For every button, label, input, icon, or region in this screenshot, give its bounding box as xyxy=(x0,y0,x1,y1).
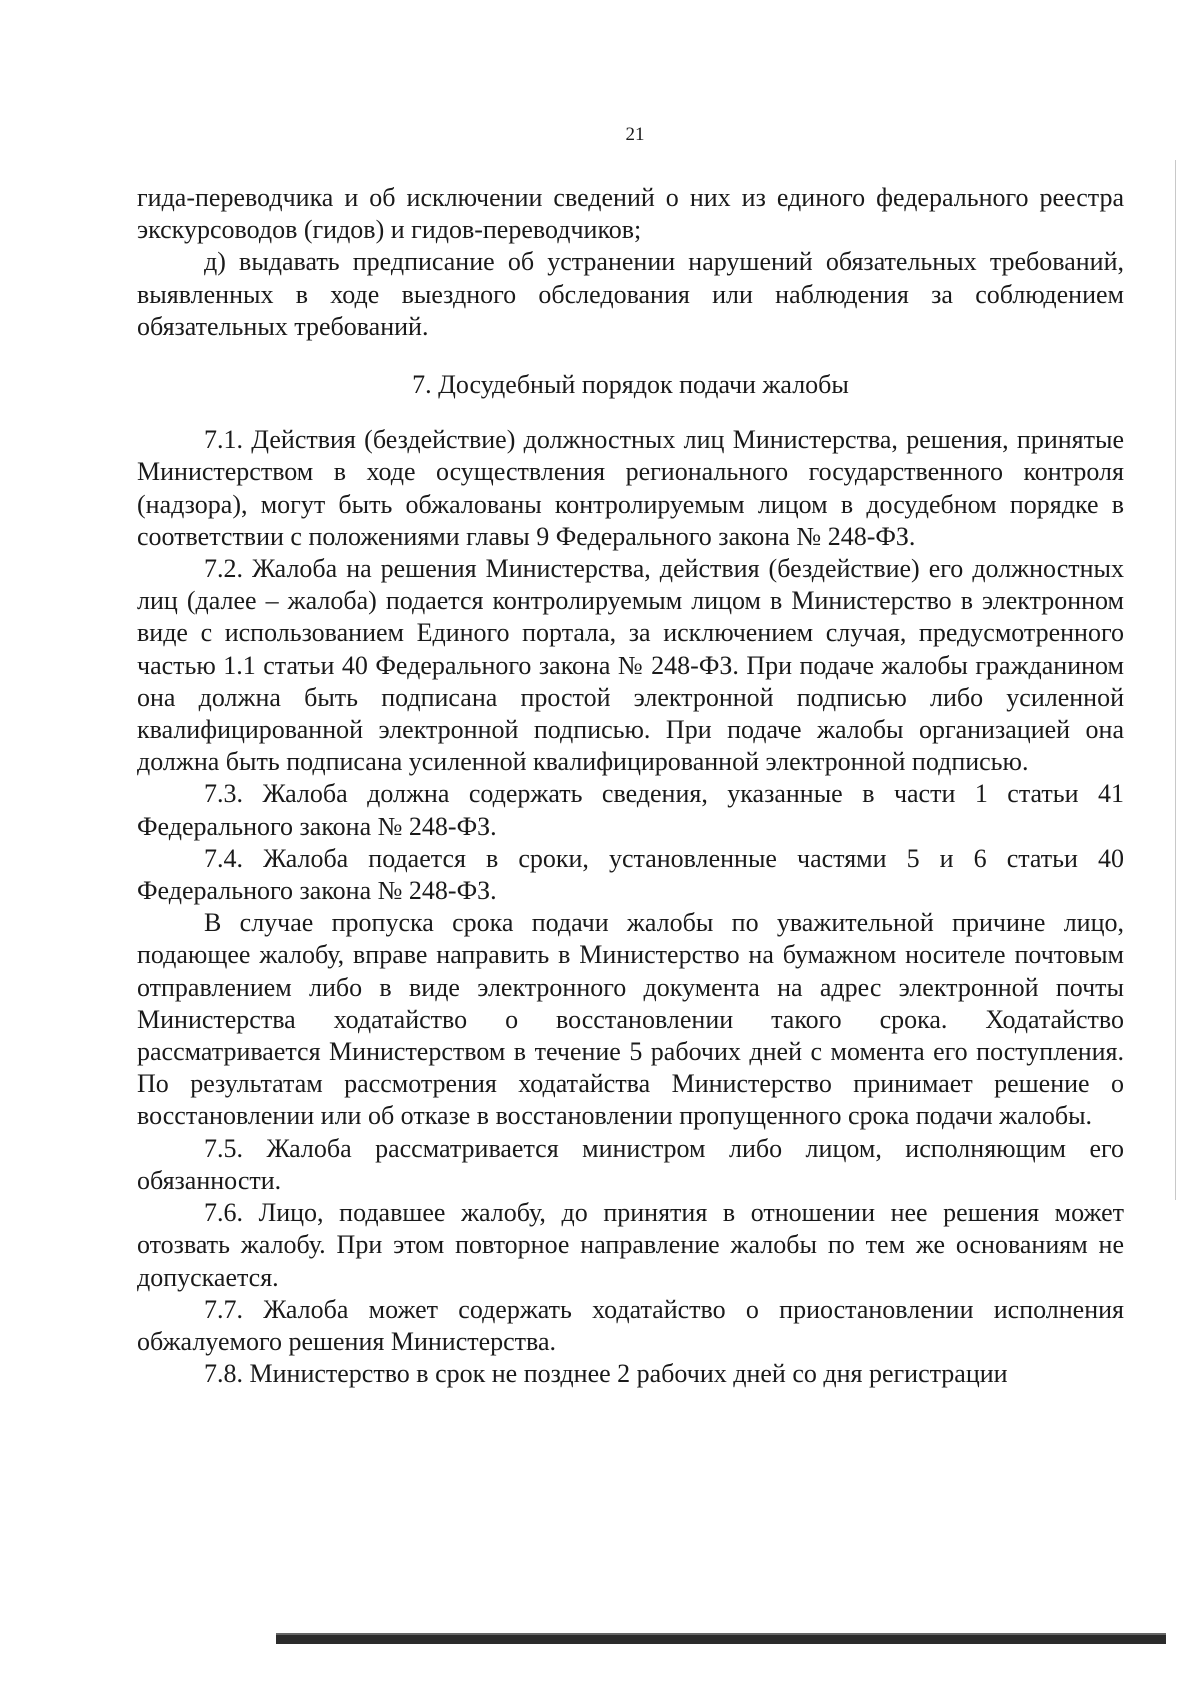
paragraph-7-1: 7.1. Действия (бездействие) должностных лиц Министерства, решения, принятые Министерством в ходе осуществления регионального государственного контроля (надзора), могут быть обжалованы контролируемым лицом в досудебном порядке в соответствии с положениями главы 9 Федерального закона № 248-ФЗ. xyxy=(137,425,1124,551)
scan-margin-line xyxy=(1175,160,1176,1200)
paragraph-continuation: гида-переводчика и об исключении сведений о них из единого федерального реестра экскурсоводов (гидов) и гидов-переводчиков; xyxy=(137,183,1124,245)
paragraph-7-2: 7.2. Жалоба на решения Министерства, действия (бездействие) его должностных лиц (далее – жалоба) подается контролируемым лицом в Министерство в электронном виде с использованием Единого портала, за исключением случая, предусмотренного частью 1.1 статьи 40 Федерального закона № 248-ФЗ. При подаче жалобы гражданином она должна быть подписана простой электронной подписью либо усиленной квалифицированной электронной подписью. При подаче жалобы организацией она должна быть подписана усиленной квалифицированной электронной подписью. xyxy=(137,554,1124,777)
paragraph-7-8: 7.8. Министерство в срок не позднее 2 рабочих дней со дня регистрации xyxy=(204,1359,1008,1389)
paragraph-7-3: 7.3. Жалоба должна содержать сведения, указанные в части 1 статьи 41 Федерального закона № 248-ФЗ. xyxy=(137,779,1124,841)
paragraph-7-4: 7.4. Жалоба подается в сроки, установленные частями 5 и 6 статьи 40 Федерального закона № 248-ФЗ. xyxy=(137,843,1124,906)
paragraph-7-7: 7.7. Жалоба может содержать ходатайство о приостановлении исполнения обжалуемого решения Министерства. xyxy=(137,1294,1124,1356)
page-number: 21 xyxy=(625,124,645,145)
paragraph-7-6: 7.6. Лицо, подавшее жалобу, до принятия в отношении нее решения может отозвать жалобу. При этом повторное направление жалобы по тем же основаниям не допускается. xyxy=(137,1198,1124,1292)
bottom-rule xyxy=(276,1633,1166,1644)
paragraph-7-5: 7.5. Жалоба рассматривается министром либо лицом, исполняющим его обязанности. xyxy=(137,1133,1124,1195)
section-heading: 7. Досудебный порядок подачи жалобы xyxy=(412,370,849,400)
paragraph-deadline-restoration: В случае пропуска срока подачи жалобы по уважительной причине лицо, подающее жалобу, вправе направить в Министерство на бумажном носителе почтовым отправлением либо в виде электронного документа на адрес электронной почты Министерства ходатайство о восстановлении такого срока. Ходатайство рассматривается Министерством в течение 5 рабочих дней с момента его поступления. По результатам рассмотрения ходатайства Министерство принимает решение о восстановлении или об отказе в восстановлении пропущенного срока подачи жалобы. xyxy=(137,908,1124,1131)
document-body xyxy=(137,182,1124,1390)
paragraph-item-d: д) выдавать предписание об устранении нарушений обязательных требований, выявленных в ходе выездного обследования или наблюдения за соблюдением обязательных требований. xyxy=(137,247,1124,341)
